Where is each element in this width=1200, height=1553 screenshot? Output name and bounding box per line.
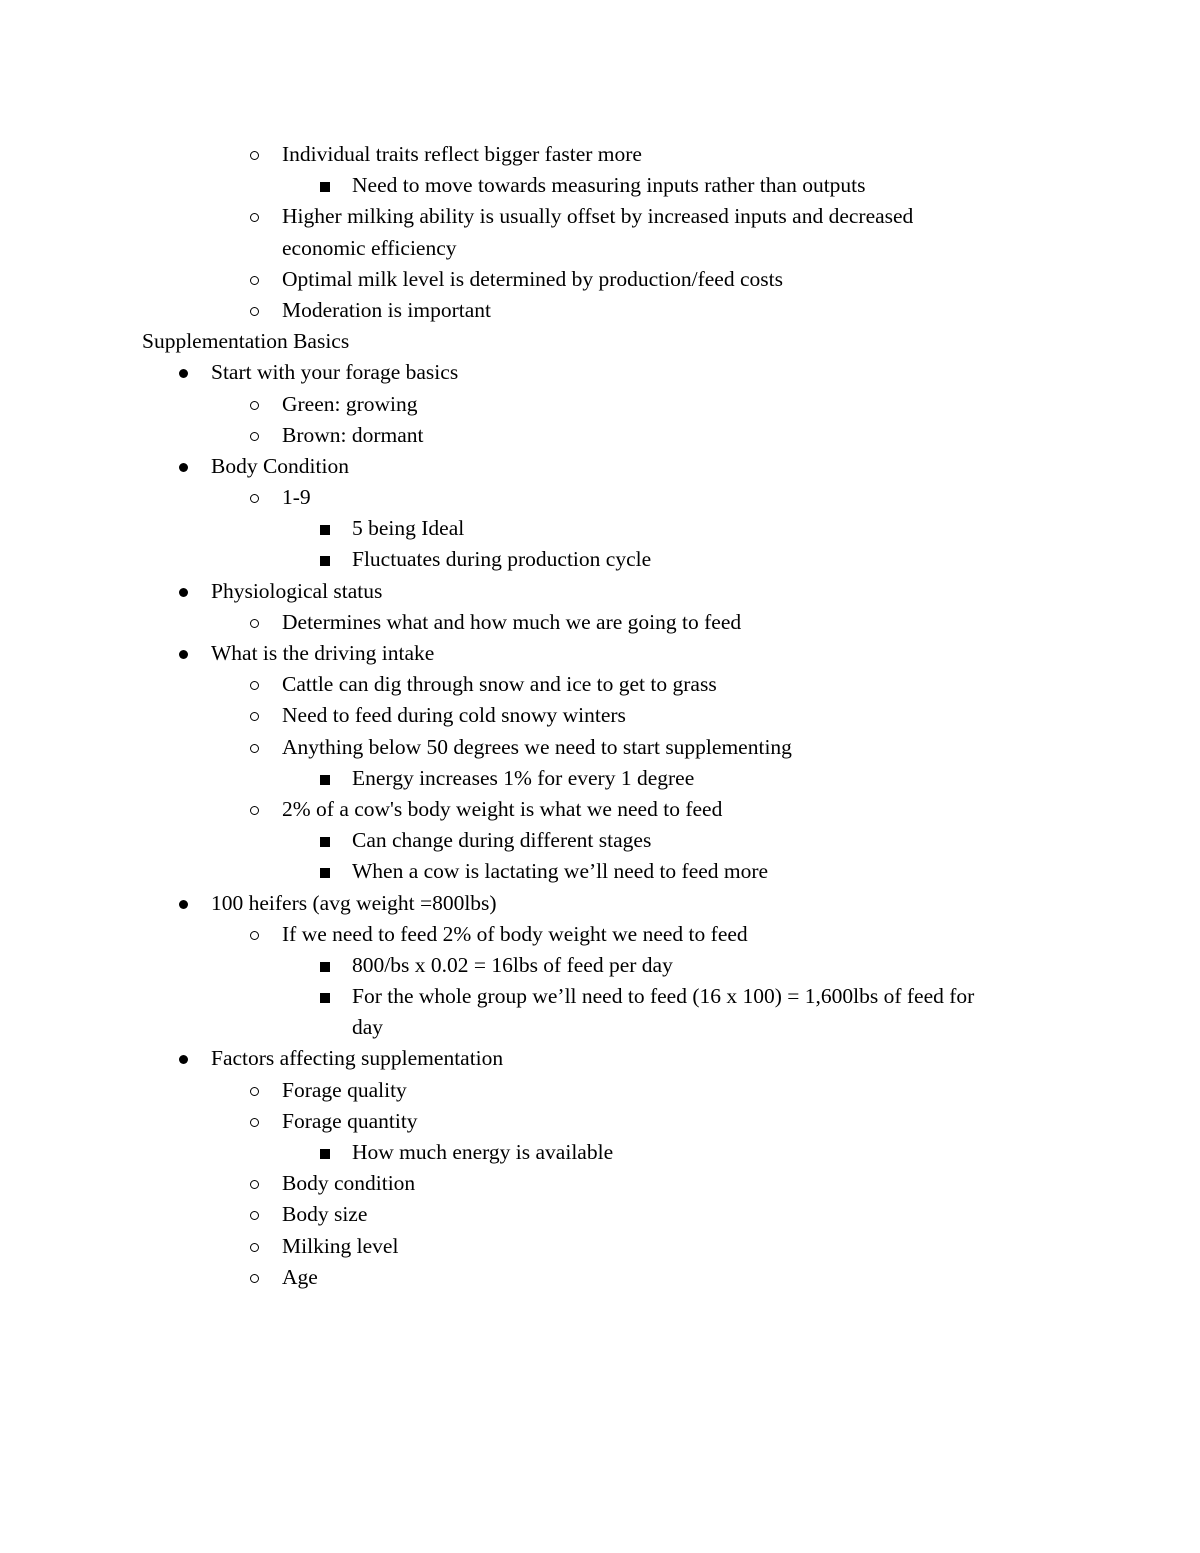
circle-bullet-icon [248, 482, 262, 513]
list-item-level-3 [0, 544, 1200, 575]
dot-bullet-icon [177, 1043, 191, 1074]
list-item-level-1 [0, 357, 1200, 388]
list-item-text: Fluctuates during production cycle [352, 547, 652, 572]
circle-bullet-icon [248, 732, 262, 763]
list-item-text: Individual traits reflect bigger faster more [282, 142, 642, 166]
list-item-level-2 [0, 1075, 1200, 1106]
list-item-level-2 [0, 139, 1200, 170]
heading-text: Supplementation Basics [142, 329, 350, 354]
circle-bullet-icon [248, 201, 262, 232]
list-item-text: For the whole group we’ll need to feed (16 x 100) = 1,600lbs of feed for [352, 984, 975, 1009]
list-item-text: 100 heifers (avg weight =800lbs) [211, 890, 497, 915]
dot-bullet-icon [177, 888, 191, 919]
dot-bullet-icon [177, 451, 191, 482]
list-item-level-1 [0, 576, 1200, 607]
circle-bullet-icon [248, 295, 262, 326]
list-item-text: Milking level [282, 1233, 399, 1258]
list-item-text: Can change during different stages [352, 828, 652, 853]
dot-bullet-icon [177, 638, 191, 669]
list-item-continuation [0, 1012, 1200, 1043]
list-item-level-3 [0, 981, 1200, 1012]
list-item-text: Anything below 50 degrees we need to start supplementing [282, 734, 792, 759]
list-item-text: Physiological status [211, 578, 383, 603]
list-item-text: Factors affecting supplementation [211, 1046, 504, 1071]
square-bullet-icon [318, 825, 332, 856]
square-bullet-icon [318, 544, 332, 575]
list-item-text: Brown: dormant [282, 422, 424, 447]
list-item-level-3 [0, 950, 1200, 981]
list-item-text: 2% of a cow's body weight is what we need to feed [282, 796, 723, 821]
list-item-text: 1-9 [282, 485, 311, 510]
list-item-text: Need to feed during cold snowy winters [282, 703, 626, 728]
list-item-level-1 [0, 451, 1200, 482]
list-item-level-2 [0, 794, 1200, 825]
square-bullet-icon [318, 1137, 332, 1168]
list-item-text: What is the driving intake [211, 641, 435, 665]
list-item-text: Higher milking ability is usually offset by increased inputs and decreased [282, 204, 914, 229]
list-item-level-1 [0, 1043, 1200, 1074]
list-item-text: Green: growing [282, 391, 418, 416]
circle-bullet-icon [248, 607, 262, 638]
list-item-level-2 [0, 1231, 1200, 1262]
list-item-level-3 [0, 856, 1200, 887]
list-item-level-1 [0, 888, 1200, 919]
list-item-level-3 [0, 825, 1200, 856]
dot-bullet-icon [177, 576, 191, 607]
list-item-text: Age [282, 1264, 318, 1289]
list-item-level-2 [0, 1262, 1200, 1293]
list-item-text: When a cow is lactating we’ll need to feed more [352, 859, 769, 884]
list-item-text: 800/bs x 0.02 = 16lbs of feed per day [352, 952, 673, 977]
list-item-level-2 [0, 669, 1200, 700]
circle-bullet-icon [248, 1106, 262, 1137]
square-bullet-icon [318, 981, 332, 1012]
list-item-level-2 [0, 201, 1200, 232]
list-item-text: Body condition [282, 1171, 416, 1196]
list-item-text: Moderation is important [282, 297, 491, 322]
list-item-level-3 [0, 763, 1200, 794]
circle-bullet-icon [248, 1262, 262, 1293]
circle-bullet-icon [248, 919, 262, 950]
circle-bullet-icon [248, 794, 262, 825]
square-bullet-icon [318, 763, 332, 794]
list-item-level-2 [0, 1168, 1200, 1199]
list-item-level-3 [0, 1137, 1200, 1168]
list-item-level-2 [0, 420, 1200, 451]
list-item-text: Body Condition [211, 453, 349, 478]
circle-bullet-icon [248, 1231, 262, 1262]
section-heading [0, 326, 1200, 357]
square-bullet-icon [318, 856, 332, 887]
list-item-text: Energy increases 1% for every 1 degree [352, 765, 695, 790]
list-item-text: How much energy is available [352, 1140, 614, 1164]
list-item-level-2 [0, 389, 1200, 420]
list-item-level-2 [0, 607, 1200, 638]
circle-bullet-icon [248, 389, 262, 420]
list-item-text: Body size [282, 1202, 368, 1227]
square-bullet-icon [318, 950, 332, 981]
list-item-level-2 [0, 295, 1200, 326]
circle-bullet-icon [248, 700, 262, 731]
circle-bullet-icon [248, 139, 262, 170]
circle-bullet-icon [248, 1199, 262, 1230]
list-item-level-2 [0, 700, 1200, 731]
list-item-text: Forage quality [282, 1077, 407, 1102]
list-item-text: day [352, 1015, 384, 1040]
list-item-continuation [0, 233, 1200, 264]
list-item-level-2 [0, 919, 1200, 950]
circle-bullet-icon [248, 264, 262, 295]
list-item-level-2 [0, 1106, 1200, 1137]
circle-bullet-icon [248, 669, 262, 700]
circle-bullet-icon [248, 420, 262, 451]
list-item-text: 5 being Ideal [352, 516, 465, 541]
list-item-text: Cattle can dig through snow and ice to get to grass [282, 672, 717, 697]
list-item-text: Optimal milk level is determined by production/feed costs [282, 266, 783, 291]
list-item-level-2 [0, 732, 1200, 763]
list-item-text: Start with your forage basics [211, 360, 459, 385]
square-bullet-icon [318, 513, 332, 544]
list-item-text: Determines what and how much we are going to feed [282, 609, 742, 634]
list-item-text: Forage quantity [282, 1108, 418, 1133]
list-item-text: Need to move towards measuring inputs rather than outputs [352, 173, 866, 198]
square-bullet-icon [318, 170, 332, 201]
list-item-text: If we need to feed 2% of body weight we need to feed [282, 921, 748, 946]
circle-bullet-icon [248, 1075, 262, 1106]
list-item-text: economic efficiency [282, 235, 457, 260]
dot-bullet-icon [177, 357, 191, 388]
document-page [0, 139, 1200, 1293]
list-item-level-1 [0, 638, 1200, 669]
list-item-level-3 [0, 513, 1200, 544]
list-item-level-2 [0, 1199, 1200, 1230]
list-item-level-2 [0, 264, 1200, 295]
list-item-level-3 [0, 170, 1200, 201]
list-item-level-2 [0, 482, 1200, 513]
circle-bullet-icon [248, 1168, 262, 1199]
